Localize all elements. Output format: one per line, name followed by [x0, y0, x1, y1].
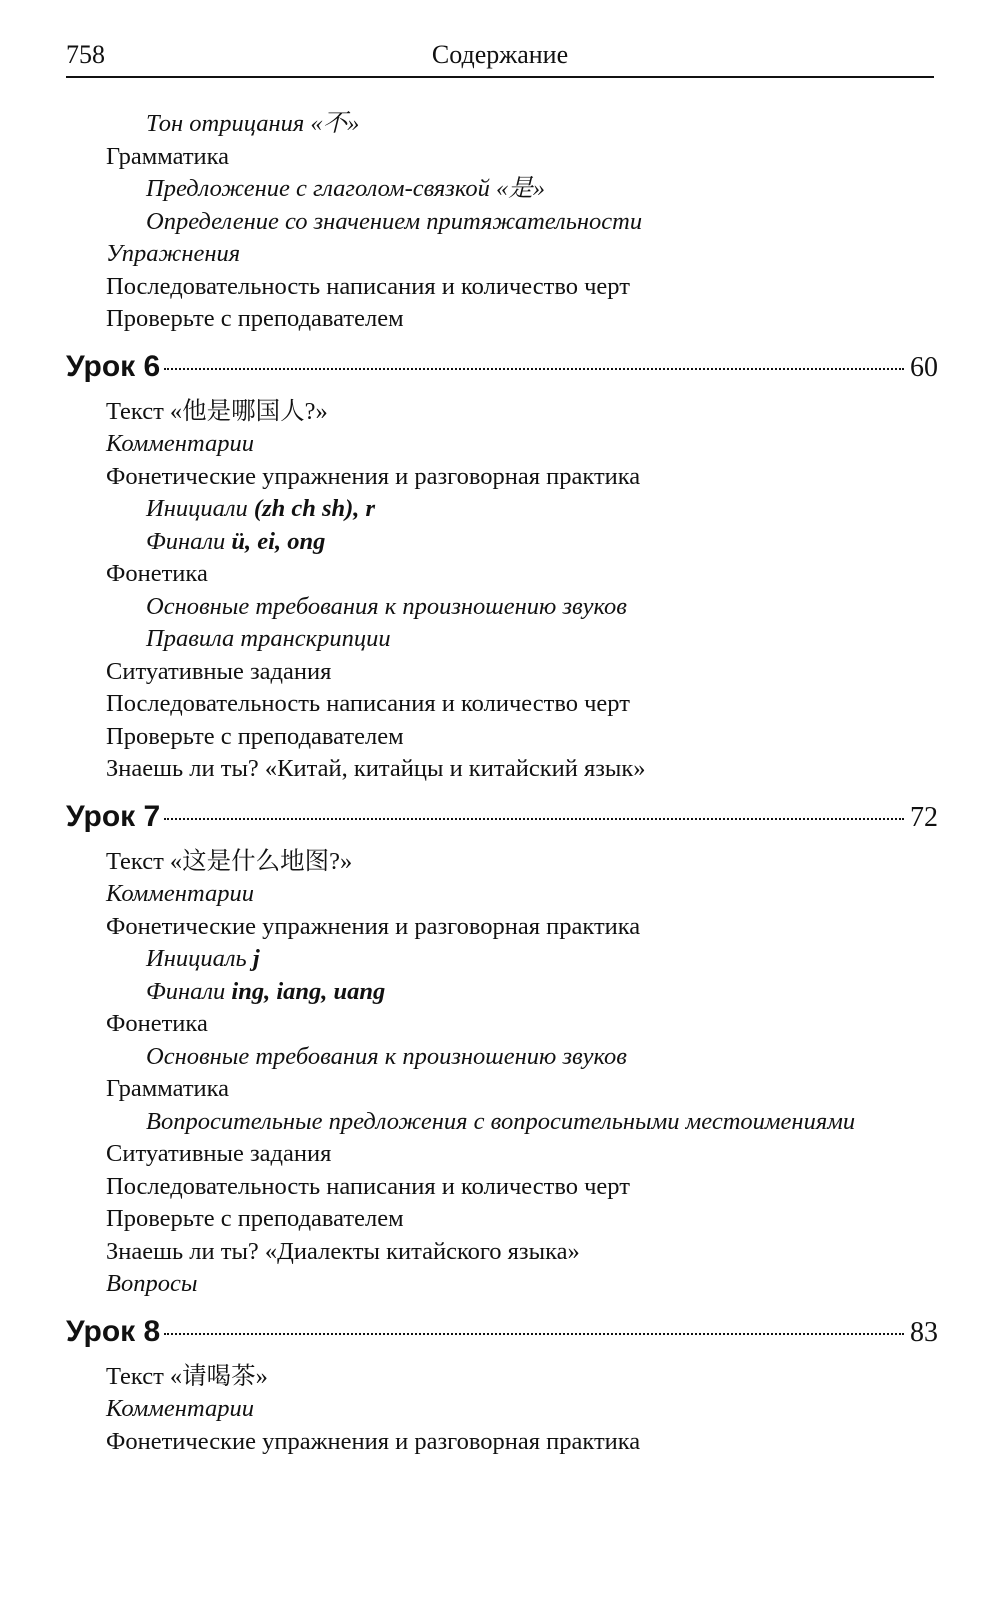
toc-entry: [66, 173, 938, 206]
toc-entry-text: Проверьте с преподавателем: [106, 722, 404, 750]
toc-entry-text: Грамматика: [106, 142, 230, 170]
toc-entry-text: Тон отрицания «不»: [146, 110, 360, 137]
toc-entry: [66, 1268, 938, 1301]
table-of-contents: [66, 108, 938, 1458]
toc-entry: [66, 753, 938, 786]
toc-entry: [66, 526, 938, 559]
toc-entry-text: Упражнения: [106, 240, 241, 267]
toc-entry: [66, 238, 938, 271]
toc-entry-text: Проверьте с преподавателем: [106, 305, 404, 332]
lesson-heading: [66, 786, 938, 846]
toc-entry: [66, 141, 938, 174]
toc-entry: [66, 303, 938, 336]
lesson-title: Урок 7: [66, 799, 161, 833]
toc-entry-text: Вопросительные предложения с вопросительными местоимениями: [146, 1107, 856, 1135]
toc-entry: [66, 1203, 938, 1236]
toc-entry-text: Финали: [146, 527, 232, 555]
toc-entry: [66, 721, 938, 754]
toc-entry-text: Грамматика: [106, 1075, 230, 1102]
toc-entry: [66, 1171, 938, 1204]
dot-leader: [164, 818, 904, 820]
toc-entry-text: Проверьте с преподавателем: [106, 1205, 404, 1232]
toc-entry: [66, 878, 938, 911]
page-header: [66, 36, 934, 76]
toc-entry: [66, 428, 938, 461]
toc-entry-bold-text: (zh ch sh), r: [253, 495, 376, 522]
lesson-page-number: 83: [910, 1316, 938, 1348]
toc-entry: [66, 1236, 938, 1269]
toc-entry: [66, 591, 938, 624]
toc-entry: [66, 206, 938, 239]
page-number: 758: [66, 40, 105, 69]
toc-entry: [66, 688, 938, 721]
toc-entry: [66, 623, 938, 656]
toc-entry: [66, 461, 938, 494]
toc-entry-text: Знаешь ли ты? «Китай, китайцы и китайский язык»: [106, 755, 646, 782]
toc-entry-bold-text: j: [252, 945, 260, 972]
toc-entry-text: Фонетические упражнения и разговорная практика: [106, 462, 641, 490]
toc-entry-text: Комментарии: [106, 880, 254, 907]
toc-entry: [66, 1041, 938, 1074]
toc-entry-text: Правила транскрипции: [146, 625, 391, 652]
toc-entry: [66, 108, 938, 141]
toc-entry-text: Последовательность написания и количество черт: [106, 1172, 630, 1200]
toc-entry-text: Фонетика: [106, 1010, 208, 1037]
toc-entry: [66, 911, 938, 944]
toc-entry: [66, 1008, 938, 1041]
toc-entry-text: Комментарии: [106, 1395, 254, 1422]
toc-entry-text: Фонетика: [106, 560, 208, 587]
lesson-heading: [66, 336, 938, 396]
toc-entry-text: Текст «他是哪国人?»: [106, 397, 328, 425]
toc-entry-text: Комментарии: [106, 430, 254, 457]
toc-entry-text: Текст «请喝茶»: [106, 1362, 268, 1390]
lesson-page-number: 60: [910, 351, 938, 383]
toc-entry: [66, 943, 938, 976]
toc-entry: [66, 976, 938, 1009]
toc-entry-text: Определение со значением притяжательности: [146, 207, 643, 235]
toc-entry: [66, 558, 938, 591]
toc-entry-bold-text: ü, ei, ong: [231, 527, 326, 555]
toc-entry-text: Вопросы: [106, 1270, 198, 1297]
toc-entry-text: Основные требования к произношению звуков: [146, 592, 627, 620]
toc-entry-text: Основные требования к произношению звуков: [146, 1042, 627, 1070]
toc-entry-text: Ситуативные задания: [106, 1140, 332, 1167]
lesson-title: Урок 8: [66, 1314, 161, 1348]
dot-leader: [164, 1333, 904, 1335]
toc-entry: [66, 271, 938, 304]
toc-entry-text: Последовательность написания и количество черт: [106, 272, 630, 300]
toc-entry-text: Инициали: [146, 495, 254, 522]
toc-entry-text: Предложение с глаголом-связкой «是»: [146, 175, 546, 202]
toc-entry: [66, 1361, 938, 1394]
toc-entry-bold-text: ing, iang, uang: [231, 977, 386, 1005]
toc-entry-text: Фонетические упражнения и разговорная практика: [106, 912, 641, 940]
running-title: Содержание: [431, 40, 569, 69]
toc-entry: [66, 1073, 938, 1106]
toc-entry-text: Ситуативные задания: [106, 657, 332, 685]
toc-entry-text: Инициаль: [146, 945, 253, 972]
toc-entry: [66, 1426, 938, 1459]
lesson-title: Урок 6: [66, 349, 161, 383]
dot-leader: [164, 368, 904, 370]
toc-entry: [66, 846, 938, 879]
toc-entry: [66, 1106, 938, 1139]
toc-entry: [66, 396, 938, 429]
header-rule: [66, 76, 934, 78]
toc-entry-text: Текст «这是什么地图?»: [106, 847, 353, 875]
toc-entry: [66, 656, 938, 689]
toc-entry-text: Фонетические упражнения и разговорная практика: [106, 1427, 641, 1455]
lesson-heading: [66, 1301, 938, 1361]
toc-entry-text: Финали: [146, 977, 232, 1005]
toc-entry: [66, 1393, 938, 1426]
lesson-page-number: 72: [910, 801, 938, 833]
toc-entry: [66, 493, 938, 526]
toc-entry: [66, 1138, 938, 1171]
toc-entry-text: Знаешь ли ты? «Диалекты китайского языка»: [106, 1237, 580, 1265]
toc-entry-text: Последовательность написания и количество черт: [106, 690, 630, 717]
